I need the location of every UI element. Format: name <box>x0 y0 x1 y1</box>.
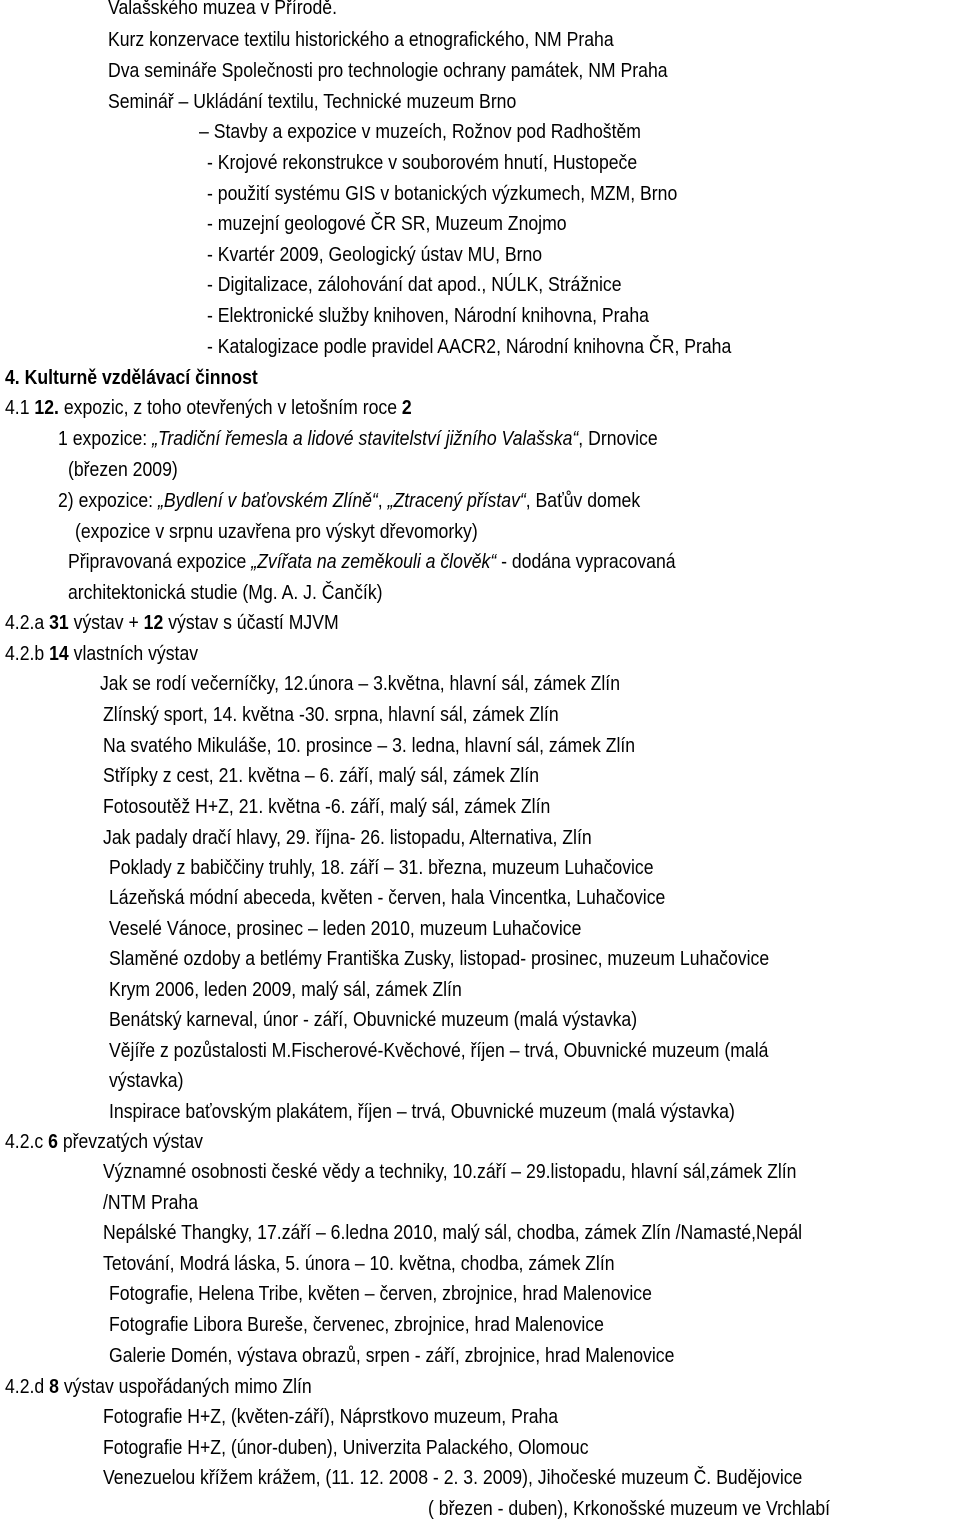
text-segment: Poklady z babiččiny truhly, 18. září – 31. března, muzeum Luhačovice <box>108 856 654 879</box>
text-line <box>428 1494 830 1524</box>
text-segment: 12. <box>34 396 59 419</box>
text-segment: „Bydlení v baťovském Zlíně“ <box>157 489 378 512</box>
text-segment: Fotosoutěž H+Z, 21. května -6. září, malý sál, zámek Zlín <box>102 795 551 818</box>
text-line <box>103 1463 802 1493</box>
text-line <box>103 1157 796 1187</box>
text-segment: Veselé Vánoce, prosinec – leden 2010, muzeum Luhačovice <box>108 917 582 940</box>
text-segment: Jak padaly dračí hlavy, 29. října- 26. listopadu, Alternativa, Zlín <box>102 826 592 849</box>
text-segment: 2) expozice: <box>57 489 158 512</box>
text-line <box>108 87 516 117</box>
text-segment: 12 <box>143 611 164 634</box>
text-line <box>109 944 769 974</box>
text-line <box>108 25 614 55</box>
text-line <box>207 179 677 209</box>
text-line <box>109 1310 604 1340</box>
text-segment: Fotografie H+Z, (květen-září), Náprstkovo muzeum, Praha <box>102 1405 559 1428</box>
text-line <box>109 914 581 944</box>
text-line <box>103 1218 802 1248</box>
text-segment: Lázeňská módní abeceda, květen - červen, hala Vincentka, Luhačovice <box>108 886 666 909</box>
text-segment: výstavka) <box>108 1069 184 1092</box>
text-segment: Připravovaná expozice <box>67 550 252 573</box>
text-segment: Vějíře z pozůstalosti M.Fischerové-Kvěchové, říjen – trvá, Obuvnické muzeum (malá <box>108 1039 769 1062</box>
text-line <box>109 1279 652 1309</box>
text-segment: Dva semináře Společnosti pro technologie ochrany památek, NM Praha <box>107 59 668 82</box>
text-line <box>103 700 559 730</box>
text-line <box>5 1372 312 1402</box>
text-segment: Jak se rodí večerníčky, 12.února – 3.května, hlavní sál, zámek Zlín <box>99 672 621 695</box>
text-segment: Inspirace baťovským plakátem, říjen – trvá, Obuvnické muzeum (malá výstavka) <box>108 1100 735 1123</box>
text-segment: - Digitalizace, zálohování dat apod., NÚLK, Strážnice <box>206 273 622 296</box>
text-segment: výstav s účastí MJVM <box>163 611 339 634</box>
text-segment: „Zvířata na zeměkouli a člověk“ <box>251 550 497 573</box>
text-line <box>109 1097 735 1127</box>
text-line <box>103 1433 589 1463</box>
text-line <box>207 209 567 239</box>
text-segment: - muzejní geologové ČR SR, Muzeum Znojmo <box>206 212 567 235</box>
text-line <box>109 1036 768 1066</box>
text-segment: Slaměné ozdoby a betlémy Františka Zusky, listopad- prosinec, muzeum Luhačovice <box>108 947 770 970</box>
text-segment: Galerie Domén, výstava obrazů, srpen - září, zbrojnice, hrad Malenovice <box>108 1344 675 1367</box>
text-segment: 1 expozice: <box>57 427 153 450</box>
text-segment: Seminář – Ukládání textilu, Technické muzeum Brno <box>107 90 517 113</box>
text-line <box>109 1066 183 1096</box>
text-segment: 6 <box>48 1130 58 1153</box>
text-line <box>103 1249 615 1279</box>
text-line <box>207 240 542 270</box>
text-segment: výstav + <box>68 611 144 634</box>
text-line <box>207 270 622 300</box>
text-segment: Krym 2006, leden 2009, malý sál, zámek Zlín <box>108 978 462 1001</box>
text-line <box>68 547 676 577</box>
text-segment: Fotografie H+Z, (únor-duben), Univerzita Palackého, Olomouc <box>102 1436 589 1459</box>
text-segment: Tetování, Modrá láska, 5. února – 10. května, chodba, zámek Zlín <box>102 1252 615 1275</box>
text-segment: - Elektronické služby knihoven, Národní knihovna, Praha <box>206 304 649 327</box>
text-segment: 4.2.c <box>4 1130 49 1153</box>
text-segment: Kurz konzervace textilu historického a etnografického, NM Praha <box>107 28 614 51</box>
text-segment: - dodána vypracovaná <box>496 550 676 573</box>
text-segment: (březen 2009) <box>67 458 178 481</box>
text-segment: architektonická studie (Mg. A. J. Čančík) <box>67 581 383 604</box>
text-line <box>207 332 731 362</box>
text-segment: „Tradiční řemesla a lidové stavitelství jižního Valašska“ <box>152 427 579 450</box>
text-segment: 4. Kulturně vzdělávací činnost <box>4 366 258 389</box>
text-line <box>5 639 198 669</box>
text-line <box>108 56 668 86</box>
text-segment: „Ztracený přístav“ <box>387 489 526 512</box>
text-segment: Nepálské Thangky, 17.září – 6.ledna 2010, malý sál, chodba, zámek Zlín /Namasté,Nepál <box>102 1221 803 1244</box>
text-line <box>199 117 641 147</box>
text-line <box>58 424 658 454</box>
text-segment: Na svatého Mikuláše, 10. prosince – 3. ledna, hlavní sál, zámek Zlín <box>102 734 636 757</box>
text-segment: Venezuelou křížem krážem, (11. 12. 2008 - 2. 3. 2009), Jihočeské muzeum Č. Budějovice <box>102 1466 803 1489</box>
text-line <box>207 301 649 331</box>
text-segment: Fotografie, Helena Tribe, květen – červen, zbrojnice, hrad Malenovice <box>108 1282 652 1305</box>
text-line <box>109 975 462 1005</box>
text-line <box>103 1402 558 1432</box>
text-segment: 4.2.a <box>4 611 50 634</box>
text-line <box>103 761 539 791</box>
text-segment: 4.2.d <box>4 1375 50 1398</box>
text-segment: , <box>377 489 388 512</box>
text-line <box>108 0 337 23</box>
text-segment: vlastních výstav <box>68 642 199 665</box>
text-segment: , Drnovice <box>578 427 658 450</box>
text-segment: 4.1 <box>4 396 35 419</box>
text-segment: – Stavby a expozice v muzeích, Rožnov pod Radhoštěm <box>198 120 641 143</box>
text-segment: (expozice v srpnu uzavřena pro výskyt dřevomorky) <box>74 520 478 543</box>
text-segment: 14 <box>49 642 69 665</box>
text-segment: - Katalogizace podle pravidel AACR2, Národní knihovna ČR, Praha <box>206 335 732 358</box>
text-line <box>103 792 550 822</box>
text-segment: Střípky z cest, 21. května – 6. září, malý sál, zámek Zlín <box>102 764 540 787</box>
text-segment: výstav uspořádaných mimo Zlín <box>58 1375 312 1398</box>
text-line <box>5 393 412 423</box>
text-line <box>103 1188 198 1218</box>
text-line <box>58 486 640 516</box>
text-line <box>109 1005 637 1035</box>
text-segment: - Kvartér 2009, Geologický ústav MU, Brno <box>206 243 543 266</box>
text-segment: 8 <box>49 1375 59 1398</box>
text-segment: Benátský karneval, únor - září, Obuvnické muzeum (malá výstavka) <box>108 1008 638 1031</box>
text-segment: expozic, z toho otevřených v letošním roce <box>58 396 402 419</box>
text-line <box>109 1341 674 1371</box>
text-line <box>68 578 383 608</box>
text-segment: /NTM Praha <box>102 1191 199 1214</box>
text-line <box>5 1127 203 1157</box>
text-line <box>207 148 637 178</box>
text-segment: Fotografie Libora Bureše, červenec, zbrojnice, hrad Malenovice <box>108 1313 604 1336</box>
text-line <box>5 608 339 638</box>
text-line <box>109 883 665 913</box>
text-line <box>75 517 478 547</box>
text-segment: Významné osobnosti české vědy a techniky, 10.září – 29.listopadu, hlavní sál,zámek Zlín <box>102 1160 797 1183</box>
text-segment: , Baťův domek <box>525 489 641 512</box>
text-line <box>68 455 178 485</box>
text-segment: 4.2.b <box>4 642 50 665</box>
text-segment: převzatých výstav <box>57 1130 203 1153</box>
text-line <box>103 823 592 853</box>
text-segment: 2 <box>401 396 412 419</box>
text-line <box>103 731 635 761</box>
text-line <box>109 853 654 883</box>
text-segment: 31 <box>49 611 69 634</box>
text-segment: - použití systému GIS v botanických výzkumech, MZM, Brno <box>206 182 678 205</box>
text-segment: - Krojové rekonstrukce v souborovém hnutí, Hustopeče <box>206 151 638 174</box>
text-segment: ( březen - duben), Krkonošské muzeum ve Vrchlabí <box>427 1497 831 1520</box>
text-line <box>100 669 620 699</box>
text-segment: Zlínský sport, 14. května -30. srpna, hlavní sál, zámek Zlín <box>102 703 559 726</box>
text-line <box>5 363 258 393</box>
text-segment: Valašského muzea v Přírodě. <box>107 0 337 19</box>
